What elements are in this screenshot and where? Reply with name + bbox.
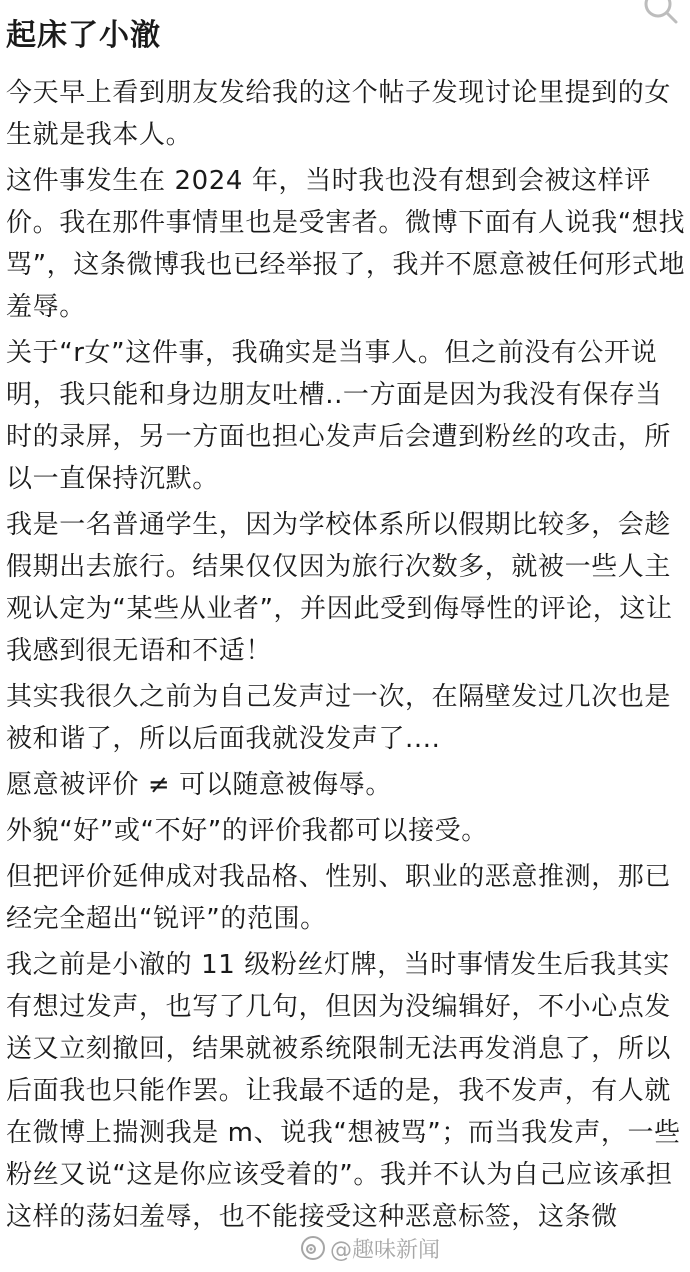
- watermark: [300, 1230, 440, 1266]
- weibo-logo-icon: [300, 1235, 326, 1261]
- paragraph: 其实我很久之前为自己发声过一次，在隔壁发过几次也是被和谐了，所以后面我就没发声了....: [6, 682, 672, 754]
- paragraph: 但把评价延伸成对我品格、性别、职业的恶意推测，那已经完全超出“锐评”的范围。: [6, 862, 672, 934]
- search-icon[interactable]: [640, 0, 680, 26]
- paragraph: 关于“r女”这件事，我确实是当事人。但之前没有公开说明，我只能和身边朋友吐槽..一方面是因为我没有保存当时的录屏，另一方面也担心发声后会遭到粉丝的攻击，所以一直保持沉默。: [6, 338, 672, 494]
- paragraph: 今天早上看到朋友发给我的这个帖子发现讨论里提到的女生就是我本人。: [6, 78, 672, 150]
- paragraph: 愿意被评价 ≠ 可以随意被侮辱。: [6, 770, 392, 800]
- paragraph: 我是一名普通学生，因为学校体系所以假期比较多，会趁假期出去旅行。结果仅仅因为旅行次数多，就被一些人主观认定为“某些从业者”，并因此受到侮辱性的评论，这让我感到很无语和不适！: [6, 510, 673, 666]
- watermark-text: @趣味新闻: [330, 1237, 441, 1263]
- paragraph: 我之前是小澈的 11 级粉丝灯牌，当时事情发生后我其实有想过发声，也写了几句，但因为没编辑好，不小心点发送又立刻撤回，结果就被系统限制无法再发消息了，所以后面我也只能作罢。让我最不适的是，我不发声，有人就在微博上揣测我是 m、说我“想被骂”；而当我发声，一些粉丝又说“这是你应该受着的”。我并不认为自己应该承担这样的荡妇羞辱，也不能接受这种恶意标签，这条微: [6, 950, 681, 1232]
- post-title: 起床了小澈: [6, 18, 161, 53]
- paragraph: 这件事发生在 2024 年，当时我也没有想到会被这样评价。我在那件事情里也是受害者。微博下面有人说我“想找骂”，这条微博我也已经举报了，我并不愿意被任何形式地羞辱。: [6, 166, 686, 322]
- paragraph: 外貌“好”或“不好”的评价我都可以接受。: [6, 816, 488, 846]
- post-body: [6, 72, 686, 1238]
